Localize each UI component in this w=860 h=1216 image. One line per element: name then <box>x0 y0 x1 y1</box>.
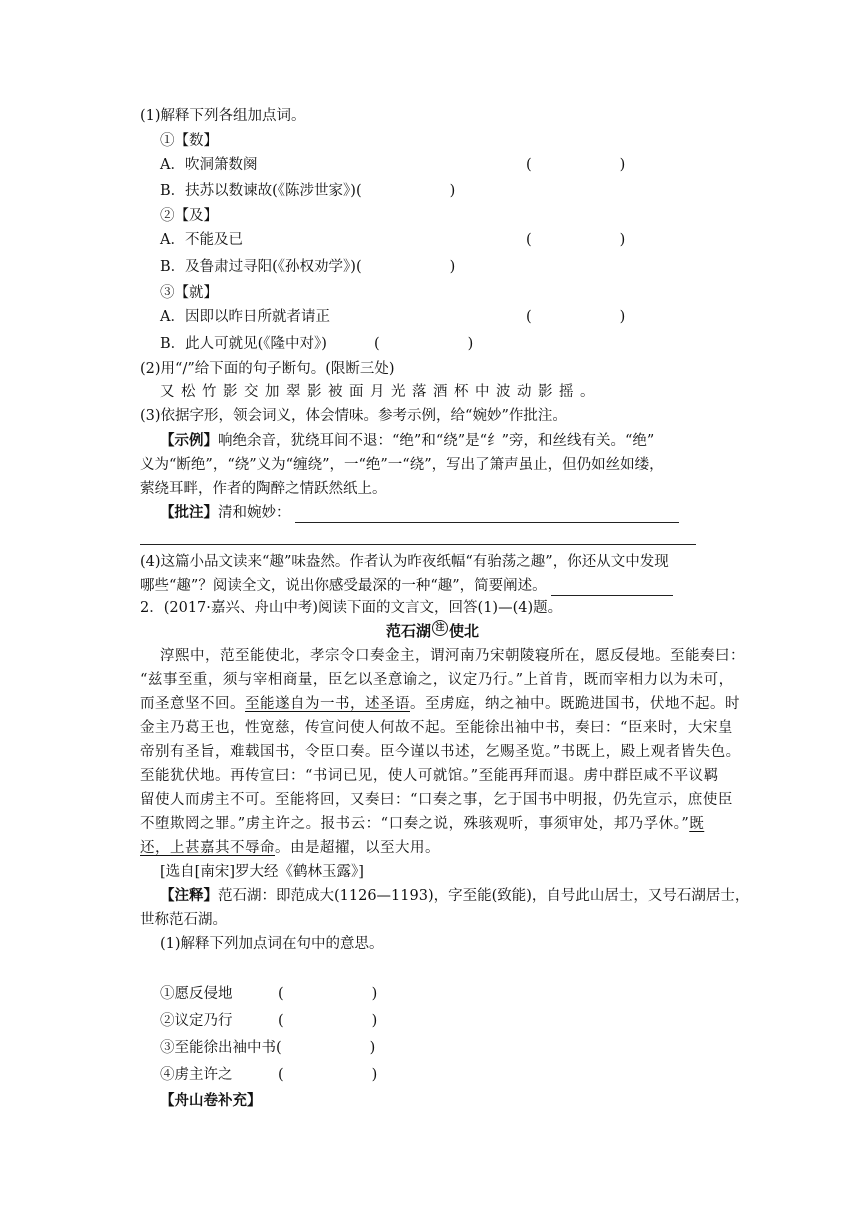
group2-b-text: B．及鲁肃过寻阳(《孙权劝学》)( <box>160 259 362 275</box>
passage-line-2: “兹事至重，须与宰相商量，臣乞以圣意谕之，议定乃行。”上首肯，既而宰相力以为未可， <box>140 672 734 688</box>
note-label: 【批注】 <box>160 504 218 521</box>
group3-b-answer-blank[interactable]: ( ) <box>374 336 474 352</box>
passage-line-9: 还，上甚嘉其不辱命。由是超擢，以至大用。 <box>140 840 440 856</box>
vocab-item-3: ③至能徐出袖中书( ) <box>160 1040 376 1056</box>
group1-a-answer-blank[interactable]: ( ) <box>526 157 626 173</box>
q4-line2: 哪些“趣”？阅读全文，说出你感受最深的一种“趣”，简要阐述。 <box>140 576 673 596</box>
passage-line-3: 而圣意坚不回。至能遂自为一书，述圣语。至虏庭，纳之袖中。既跪进国书，伏地不起。时 <box>140 696 740 712</box>
annotation-label: 【注释】 <box>160 887 218 904</box>
q4-answer-line[interactable] <box>551 579 673 596</box>
q3-text: (3)依据字形，领会词义，体会情味。参考示例，给“婉妙”作批注。 <box>140 408 567 424</box>
passage-line-5: 帝别有圣旨，难载国书，令臣口奏。臣今谨以书述，乞赐圣览。”书既上，殿上观者皆失色。 <box>140 744 741 760</box>
annotation-line-2: 世称范石湖。 <box>140 912 227 928</box>
note-marker[interactable]: 注 <box>432 620 448 636</box>
group3-head: ③【就】 <box>160 285 218 301</box>
group2-b-row: B．及鲁肃过寻阳(《孙权劝学》)( ) <box>160 259 456 275</box>
annotation-line-1: 【注释】范石湖：即范成大(1126—1193)，字至能(致能)，自号此山居士，又号石湖居士， <box>160 887 750 904</box>
vocab-item-2-blank[interactable]: ( ) <box>278 1013 378 1029</box>
passage-source: [选自[南宋]罗大经《鹤林玉露》] <box>160 864 364 880</box>
q3-example-line2: 义为“断绝”，“绕”义为“缠绕”，一“绝”一“绕”，写出了箫声虽止，但仍如丝如缕， <box>140 457 664 473</box>
note-answer-line-2[interactable] <box>140 544 696 545</box>
vocab-item-1-blank[interactable]: ( ) <box>278 986 378 1002</box>
vocab-item-4: ④虏主许之 ( ) <box>160 1067 378 1083</box>
vocab-item-1: ①愿反侵地 ( ) <box>160 986 378 1002</box>
group1-b-text: B．扶苏以数谏故(《陈涉世家》)( <box>160 183 362 199</box>
underlined-sentence-2-start: 既 <box>689 816 705 832</box>
q1-intro: (1)解释下列各组加点词。 <box>140 108 306 124</box>
q2-text: (2)用“/”给下面的句子断句。(限断三处) <box>140 361 395 377</box>
example-label: 【示例】 <box>160 432 218 449</box>
passage-line-4: 金主乃葛王也，性宽慈，传宣问使人何故不起。至能徐出袖中书，奏曰：“臣来时，大宋皇 <box>140 720 733 736</box>
vocab-item-2: ②议定乃行 ( ) <box>160 1013 378 1029</box>
section2-q1-text: (1)解释下列加点词在句中的意思。 <box>160 936 384 952</box>
group2-head: ②【及】 <box>160 208 218 224</box>
group2-a-answer-blank[interactable]: ( ) <box>526 232 626 248</box>
note-answer-line-1[interactable] <box>295 506 679 523</box>
group3-b-text: B．此人可就见(《隆中对》) <box>160 336 327 352</box>
group1-a-row <box>160 155 720 175</box>
underlined-sentence-1: 至能遂自为一书，述圣语 <box>245 696 410 712</box>
section2-heading: 2．(2017·嘉兴、舟山中考)阅读下面的文言文，回答(1)—(4)题。 <box>140 600 563 616</box>
q3-example-line1: 【示例】响绝余音，犹绕耳间不退：“绝”和“绕”是“纟”旁，和丝线有关。“绝” <box>160 432 655 449</box>
group1-a-text: A．吹洞箫数阕 <box>160 157 258 173</box>
passage-line-1: 淳熙中，范至能使北，孝宗令口奏金主，谓河南乃宋朝陵寝所在，愿反侵地。至能奏曰： <box>160 648 745 664</box>
group1-head: ①【数】 <box>160 133 218 149</box>
passage-line-8: 不堕欺罔之罪。”虏主许之。报书云：“口奏之说，殊骇观听，事须审处，邦乃孚休。”既 <box>140 816 705 832</box>
group1-b-row: B．扶苏以数谏故(《陈涉世家》)( ) <box>160 183 456 199</box>
group2-a-row <box>160 230 720 250</box>
passage-line-7: 留使人而虏主不可。至能将回，又奏曰：“口奏之事，乞于国书中明报，仍先宣示，庶使臣 <box>140 792 733 808</box>
vocab-item-4-blank[interactable]: ( ) <box>278 1067 378 1083</box>
underlined-sentence-2-end: 还，上甚嘉其不辱命 <box>140 840 275 856</box>
group3-a-text: A．因即以昨日所就者请正 <box>160 309 330 325</box>
q3-example-line3: 萦绕耳畔，作者的陶醉之情跃然纸上。 <box>140 481 387 497</box>
passage-line-6: 至能犹伏地。再传宣曰：“书词已见，使人可就馆。”至能再拜而退。虏中群臣咸不平议羁 <box>140 768 719 784</box>
q3-note-row: 【批注】清和婉妙： <box>160 503 679 523</box>
q4-line1: (4)这篇小品文读来“趣”味盎然。作者认为昨夜纸幅“有骀荡之趣”，你还从文中发现 <box>140 554 669 570</box>
supplement-heading: 【舟山卷补充】 <box>160 1092 262 1109</box>
group3-a-answer-blank[interactable]: ( ) <box>526 309 626 325</box>
group3-a-row <box>160 307 720 327</box>
q2-sentence[interactable]: 又松竹影交加翠影被面月光落酒杯中波动影摇。 <box>160 384 601 400</box>
group3-b-row <box>160 334 720 354</box>
passage-title: 范石湖 注 使北 <box>386 622 480 640</box>
group2-a-text: A．不能及已 <box>160 232 243 248</box>
